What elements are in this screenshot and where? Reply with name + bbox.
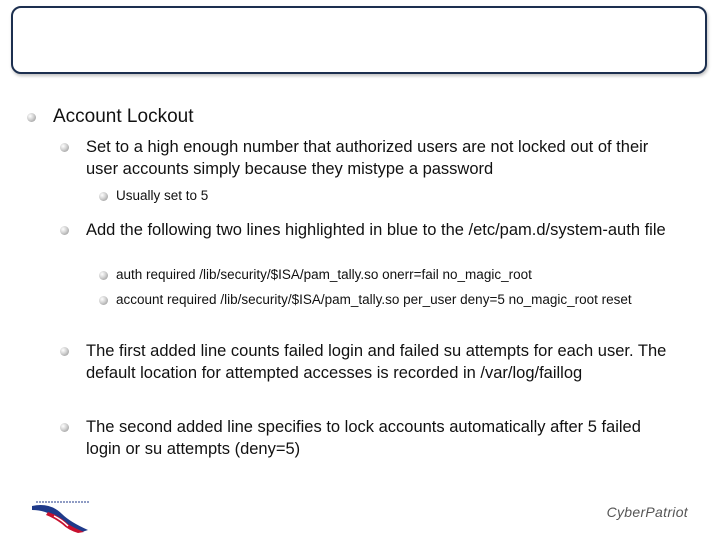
bullet-icon <box>60 143 69 152</box>
item-text: auth required /lib/security/$ISA/pam_tally.so onerr=fail no_magic_root <box>116 267 532 282</box>
item-text: The first added line counts failed login and failed su attempts for each user. The default location for attempted accesses is recorded in /var/log/faillog <box>86 342 667 382</box>
bullet-icon <box>99 192 108 201</box>
bullet-set-high-number <box>60 136 680 180</box>
bullet-usually-5 <box>99 184 679 208</box>
bullet-first-line <box>60 340 680 384</box>
bullet-add-two-lines <box>60 219 680 241</box>
bullet-second-line <box>60 416 680 460</box>
item-text: Add the following two lines highlighted in blue to the /etc/pam.d/system-auth file <box>86 221 666 239</box>
bullet-icon <box>27 113 36 122</box>
bullet-auth-line <box>99 263 679 287</box>
title-box <box>11 6 707 74</box>
bullet-icon <box>60 423 69 432</box>
item-text: The second added line specifies to lock accounts automatically after 5 failed login or su attempts (deny=5) <box>86 418 641 458</box>
item-text: Set to a high enough number that authorized users are not locked out of their user accounts simply because they mistype a password <box>86 138 649 178</box>
bullet-icon <box>99 271 108 280</box>
item-text: account required /lib/security/$ISA/pam_tally.so per_user deny=5 no_magic_root reset <box>116 292 632 307</box>
item-text: Usually set to 5 <box>116 188 209 203</box>
brand-logo-text: CyberPatriot <box>606 504 688 520</box>
bullet-account-lockout <box>27 106 193 128</box>
bullet-account-line <box>99 288 659 312</box>
flag-logo-icon <box>26 492 96 534</box>
heading-text: Account Lockout <box>53 106 194 127</box>
bullet-icon <box>60 347 69 356</box>
bullet-icon <box>60 226 69 235</box>
bullet-icon <box>99 296 108 305</box>
